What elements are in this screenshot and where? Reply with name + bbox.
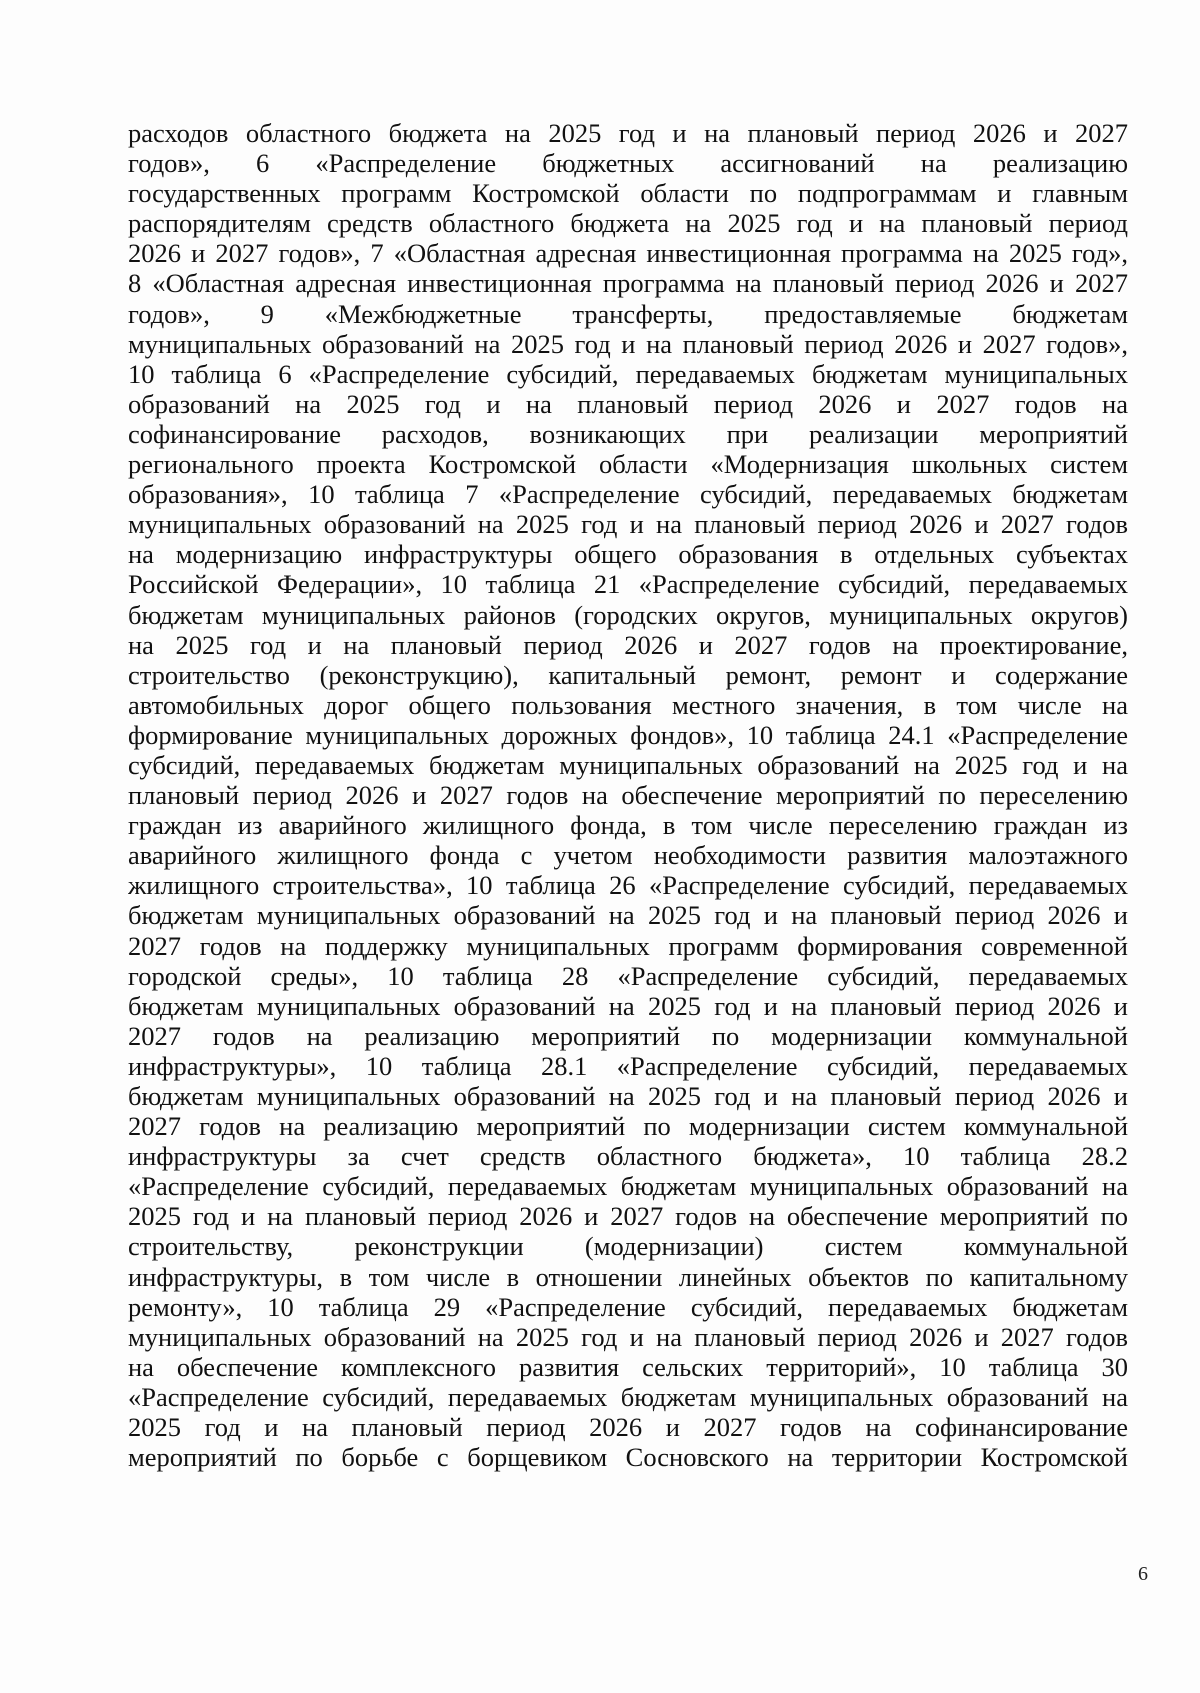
- text-line: 10 таблица 6 «Распределение субсидий, передаваемых бюджетам муниципальных: [128, 358, 1128, 389]
- text-line: на 2025 год и на плановый период 2026 и 2027 годов на проектирование,: [128, 629, 1128, 660]
- text-line: ремонту», 10 таблица 29 «Распределение субсидий, передаваемых бюджетам: [128, 1291, 1128, 1322]
- text-line: расходов областного бюджета на 2025 год и на плановый период 2026 и 2027: [128, 118, 1128, 148]
- text-line: инфраструктуры», 10 таблица 28.1 «Распределение субсидий, передаваемых: [128, 1050, 1128, 1081]
- text-line: софинансирование расходов, возникающих при реализации мероприятий: [128, 418, 1128, 449]
- text-line: строительство (реконструкцию), капитальный ремонт, ремонт и содержание: [128, 659, 1128, 690]
- text-line: городской среды», 10 таблица 28 «Распределение субсидий, передаваемых: [128, 960, 1128, 991]
- text-line: автомобильных дорог общего пользования местного значения, в том числе на: [128, 689, 1128, 720]
- text-line: 2025 год и на плановый период 2026 и 2027 годов на софинансирование: [128, 1412, 1128, 1443]
- text-line: «Распределение субсидий, передаваемых бюджетам муниципальных образований на: [128, 1381, 1128, 1412]
- text-line: бюджетам муниципальных образований на 2025 год и на плановый период 2026 и: [128, 900, 1128, 931]
- text-line: муниципальных образований на 2025 год и на плановый период 2026 и 2027 годов: [128, 509, 1128, 540]
- text-line: 8 «Областная адресная инвестиционная программа на плановый период 2026 и 2027: [128, 268, 1128, 299]
- text-line: бюджетам муниципальных образований на 2025 год и на плановый период 2026 и: [128, 1081, 1128, 1111]
- text-line: распорядителям средств областного бюджета на 2025 год и на плановый период: [128, 208, 1128, 239]
- text-line: 2027 годов на реализацию мероприятий по модернизации коммунальной: [128, 1020, 1128, 1051]
- text-line: 2025 год и на плановый период 2026 и 2027 годов на обеспечение мероприятий по: [128, 1201, 1128, 1232]
- text-line: бюджетам муниципальных образований на 2025 год и на плановый период 2026 и: [128, 990, 1128, 1021]
- text-line: инфраструктуры за счет средств областного бюджета», 10 таблица 28.2: [128, 1141, 1128, 1172]
- text-line: государственных программ Костромской области по подпрограммам и главным: [128, 178, 1128, 209]
- text-line: «Распределение субсидий, передаваемых бюджетам муниципальных образований на: [128, 1171, 1128, 1202]
- document-body-text: [128, 118, 1128, 1472]
- text-line: муниципальных образований на 2025 год и на плановый период 2026 и 2027 годов: [128, 1321, 1128, 1352]
- text-line: Российской Федерации», 10 таблица 21 «Распределение субсидий, передаваемых: [128, 569, 1128, 600]
- text-line: годов», 6 «Распределение бюджетных ассигнований на реализацию: [128, 148, 1128, 179]
- text-line: образований на 2025 год и на плановый период 2026 и 2027 годов на: [128, 388, 1128, 419]
- text-line: 2026 и 2027 годов», 7 «Областная адресная инвестиционная программа на 2025 год»,: [128, 238, 1128, 269]
- text-line: на обеспечение комплексного развития сельских территорий», 10 таблица 30: [128, 1351, 1128, 1382]
- text-line: годов», 9 «Межбюджетные трансферты, предоставляемые бюджетам: [128, 298, 1128, 329]
- text-line: инфраструктуры, в том числе в отношении линейных объектов по капитальному: [128, 1261, 1128, 1292]
- text-line: жилищного строительства», 10 таблица 26 «Распределение субсидий, передаваемых: [128, 870, 1128, 901]
- text-line: плановый период 2026 и 2027 годов на обеспечение мероприятий по переселению: [128, 780, 1128, 811]
- text-line: субсидий, передаваемых бюджетам муниципальных образований на 2025 год и на: [128, 749, 1128, 780]
- text-line: бюджетам муниципальных районов (городских округов, муниципальных округов): [128, 599, 1128, 630]
- text-line: на модернизацию инфраструктуры общего образования в отдельных субъектах: [128, 539, 1128, 570]
- text-line: граждан из аварийного жилищного фонда, в том числе переселению граждан из: [128, 810, 1128, 841]
- text-line: 2027 годов на реализацию мероприятий по модернизации систем коммунальной: [128, 1111, 1128, 1142]
- text-line: строительству, реконструкции (модернизации) систем коммунальной: [128, 1231, 1128, 1262]
- text-line: формирование муниципальных дорожных фондов», 10 таблица 24.1 «Распределение: [128, 719, 1128, 750]
- text-line: образования», 10 таблица 7 «Распределение субсидий, передаваемых бюджетам: [128, 479, 1128, 510]
- text-line: мероприятий по борьбе с борщевиком Сосновского на территории Костромской: [128, 1442, 1128, 1473]
- text-line: муниципальных образований на 2025 год и на плановый период 2026 и 2027 годов»,: [128, 328, 1128, 359]
- text-line: 2027 годов на поддержку муниципальных программ формирования современной: [128, 930, 1128, 961]
- page-number: 6: [1138, 1563, 1148, 1585]
- text-line: регионального проекта Костромской области «Модернизация школьных систем: [128, 449, 1128, 480]
- text-line: аварийного жилищного фонда с учетом необходимости развития малоэтажного: [128, 840, 1128, 871]
